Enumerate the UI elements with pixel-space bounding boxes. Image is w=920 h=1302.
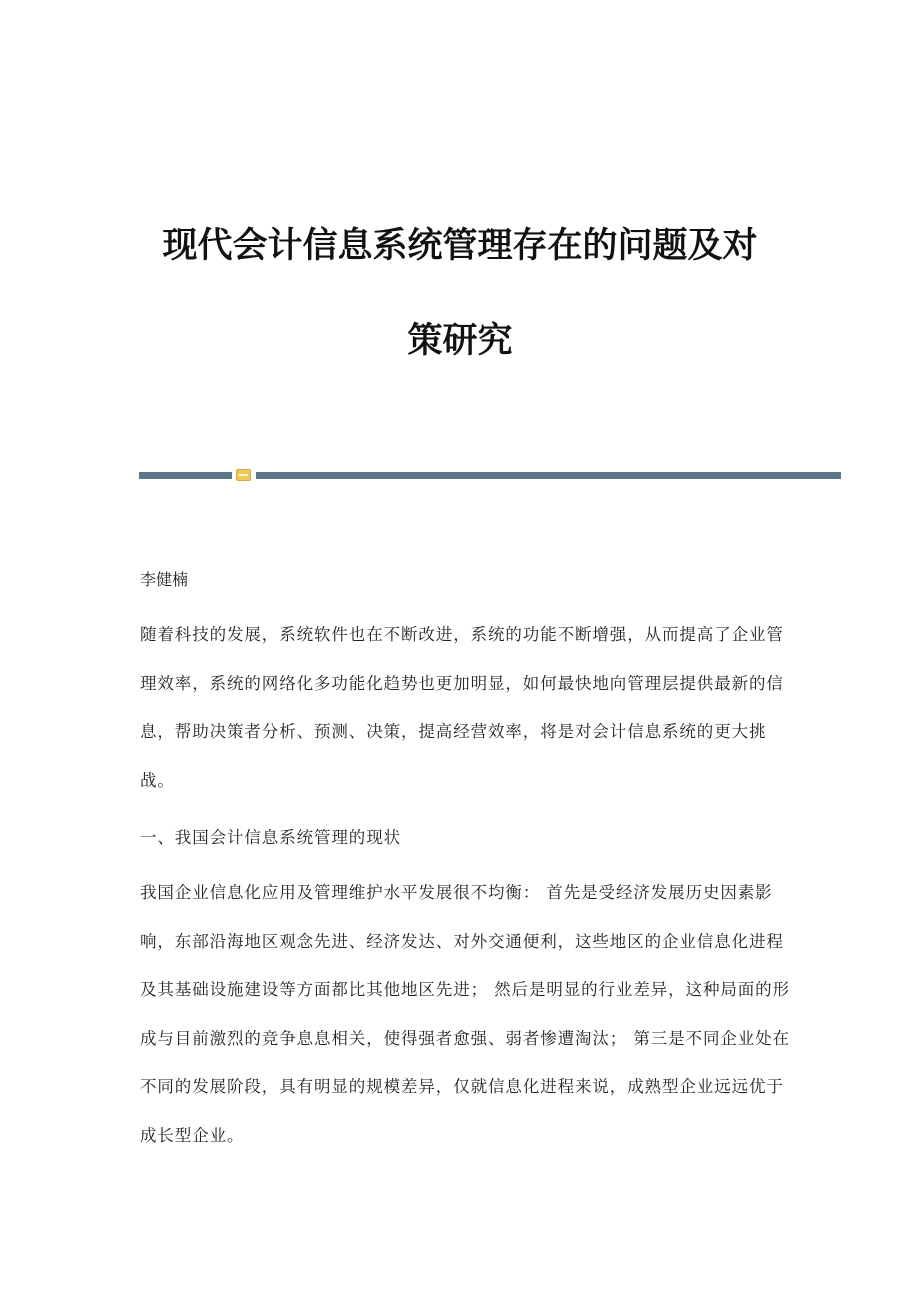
intro-paragraph: 随着科技的发展，系统软件也在不断改进，系统的功能不断增强，从而提高了企业管理效率，系统的网络化多功能化趋势也更加明显，如何最快地向管理层提供最新的信息，帮助决策者分析、预测、决策，提高经营效率，将是对会计信息系统的更大挑战。: [140, 625, 784, 790]
author-name: 李健楠: [140, 570, 189, 589]
document-title-line-1: 现代会计信息系统管理存在的问题及对: [162, 225, 758, 266]
section-heading: 一、我国会计信息系统管理的现状: [140, 828, 401, 847]
section-paragraph: 我国企业信息化应用及管理维护水平发展很不均衡： 首先是受经济发展历史因素影响，东部沿海地区观念先进、经济发达、对外交通便利，这些地区的企业信息化进程及其基础设施建设等方面都比其他地区先进； 然后是明显的行业差异，这种局面的形成与目前激烈的竞争息息相关，使得强者愈强、弱者惨遭淘汰； 第三是不同企业处在不同的发展阶段，具有明显的规模差异，仅就信息化进程来说，成熟型企业远远优于成长型企业。: [140, 883, 790, 1145]
divider-bar-right: [256, 472, 841, 479]
envelope-icon: [236, 469, 251, 481]
title-divider: [139, 469, 841, 481]
document-title-line-2: 策研究: [407, 320, 513, 361]
divider-bar-left: [139, 472, 232, 479]
